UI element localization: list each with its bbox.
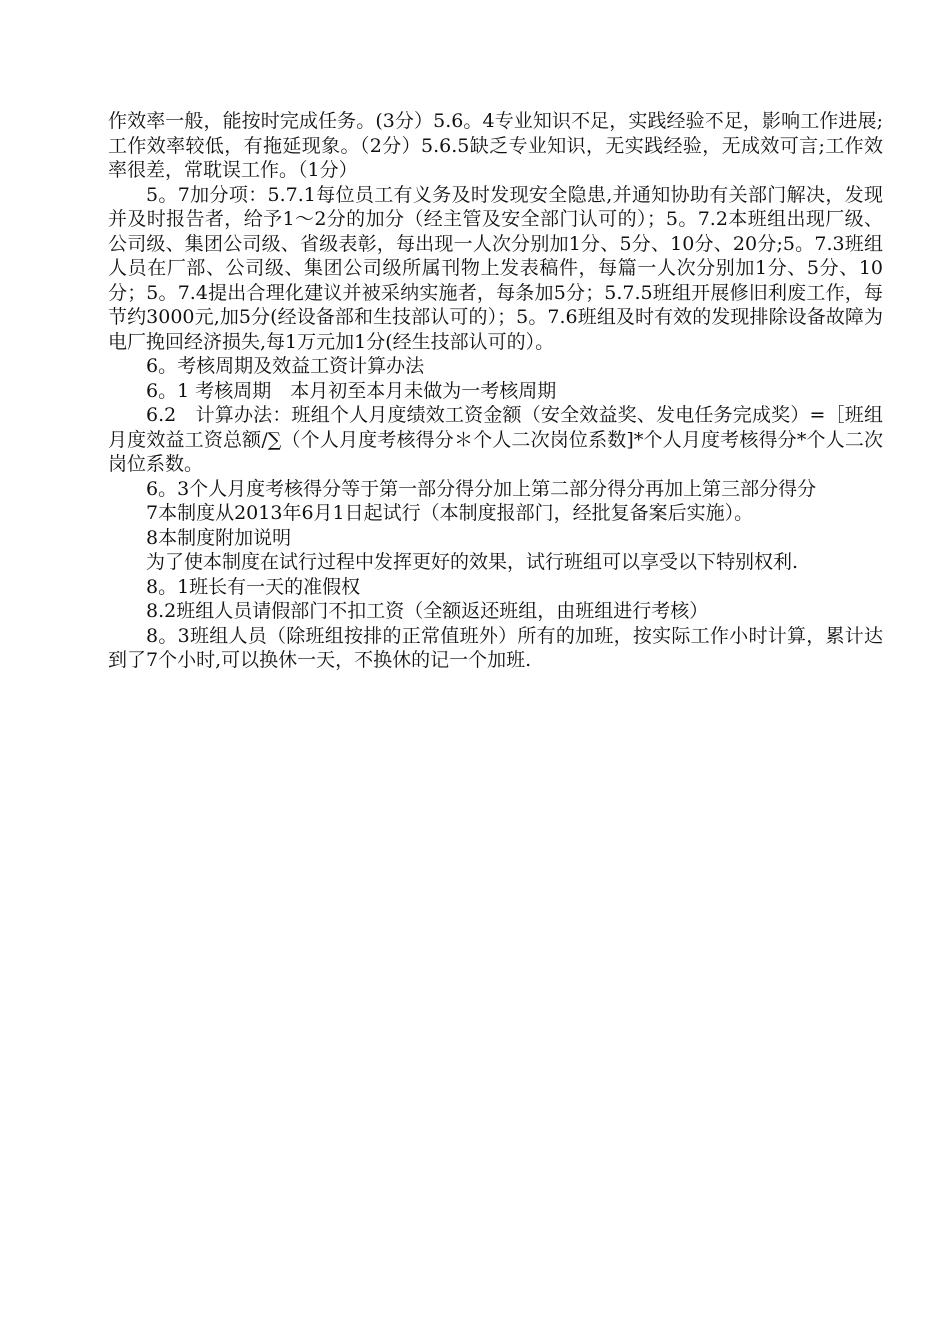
section-heading-supplementary-notes: 8本制度附加说明 bbox=[146, 526, 292, 549]
paragraph-trial-start: 7本制度从2013年6月1日起试行（本制度报部门，经批复备案后实施）。 bbox=[146, 502, 754, 524]
paragraph-leave-pay: 8.2班组人员请假部门不扣工资（全额返还班组，由班组进行考核） bbox=[146, 600, 709, 622]
paragraph-overtime: 8。3班组人员（除班组按排的正常值班外）所有的加班，按实际工作小时计算，累计达到了7个小时,可以换休一天，不换休的记一个加班. bbox=[108, 624, 883, 671]
paragraph-special-rights: 为了使本制度在试行过程中发挥更好的效果，试行班组可以享受以下特别权利. bbox=[146, 551, 799, 573]
paragraph-calculation-method: 6.2 计算办法：班组个人月度绩效工资金额（安全效益奖、发电任务完成奖）=［班组月度效益工资总额/∑（个人月度考核得分＊个人二次岗位系数]*个人月度考核得分*个人二次岗位系数。 bbox=[108, 404, 883, 475]
paragraph-performance-levels: 作效率一般，能按时完成任务。(3分）5.6。4专业知识不足，实践经验不足，影响工作进展;工作效率较低，有拖延现象。（2分）5.6.5缺乏专业知识，无实践经验，无成效可言;工作效率很差，常耽误工作。（1分） bbox=[108, 110, 883, 181]
paragraph-bonus-items: 5。7加分项：5.7.1每位员工有义务及时发现安全隐患,并通知协助有关部门解决，发现并及时报告者，给予1～2分的加分（经主管及安全部门认可的）；5。7.2本班组出现厂级、公司级、集团公司级、省级表彰，每出现一人次分别加1分、5分、10分、20分;5。7.3班组人员在厂部、公司级、集团公司级所属刊物上发表稿件，每篇一人次分别加1分、5分、10分；5。7.4提出合理化建议并被采纳实施者，每条加5分；5.7.5班组开展修旧利废工作，每节约3000元,加5分(经设备部和生技部认可的）；5。7.6班组及时有效的发现排除设备故障为电厂挽回经济损失,每1万元加1分(经生技部认可的）。 bbox=[108, 183, 883, 353]
document-body bbox=[108, 109, 883, 673]
section-heading-assessment-cycle: 6。考核周期及效益工资计算办法 bbox=[146, 355, 425, 377]
paragraph-leave-approval: 8。1班长有一天的准假权 bbox=[146, 575, 361, 598]
paragraph-assessment-period: 6。1 考核周期 本月初至本月未做为一考核周期 bbox=[146, 379, 557, 402]
paragraph-monthly-score: 6。3个人月度考核得分等于第一部分得分加上第二部分得分再加上第三部分得分 bbox=[146, 477, 817, 500]
